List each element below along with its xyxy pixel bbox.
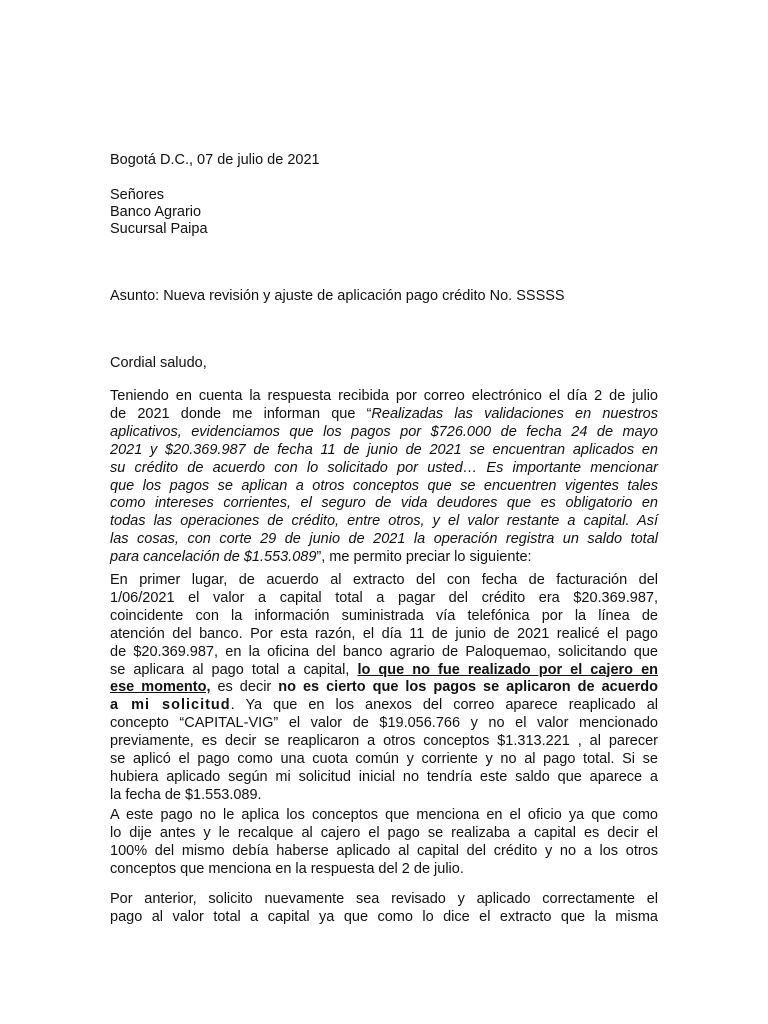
p4-line: Por anterior, solicito nuevamente sea revisado y aplicado correctamente el: [110, 891, 658, 907]
p1-line: las cosas, con corte 29 de junio de 2021 la operación registra un saldo total: [110, 531, 658, 548]
emphasis-text: a mi solicitud: [110, 697, 231, 714]
emphasis-text: ese momento,: [110, 679, 211, 696]
p2-line: coincidente con la información suministrada vía telefónica por la línea de: [110, 607, 658, 624]
p1-line: Teniendo en cuenta la respuesta recibida por correo electrónico el día 2 de julio: [110, 388, 658, 404]
p1-text: de 2021 donde me informan que “: [110, 405, 372, 422]
p2-line: hubiera aplicado según mi solicitud inicial no tendría este saldo que aparece a: [110, 768, 658, 785]
quote-text: Realizadas las validaciones en nuestros: [371, 405, 658, 422]
paragraph-4: [110, 891, 658, 927]
p1-line: aplicativos, evidenciamos que los pagos por $726.000 de fecha 24 de mayo: [110, 423, 658, 440]
greeting: Cordial saludo,: [110, 355, 207, 371]
recipient-line-2: Banco Agrario: [110, 204, 202, 220]
place-date: Bogotá D.C., 07 de julio de 2021: [110, 152, 320, 168]
paragraph-1: [110, 388, 658, 567]
p2-line: previamente, es decir se reaplicaron a otros conceptos $1.313.221 , al parecer: [110, 733, 658, 750]
p2-line: se aplicó el pago como una cuota común y corriente y no al pago total. Si se: [110, 751, 658, 768]
p2-text: se aplicara al pago total a capital,: [110, 661, 358, 678]
p1-line: su crédito de acuerdo con lo solicitado por usted… Es importante mencionar: [110, 459, 658, 476]
p1-line: [110, 549, 658, 567]
p3-line: A este pago no le aplica los conceptos que menciona en el oficio ya que como: [110, 807, 658, 823]
recipient-line-3: Sucursal Paipa: [110, 221, 208, 237]
p3-line: lo dije antes y le recalque al cajero el pago se realizaba a capital es decir el: [110, 824, 658, 841]
p2-line: atención del banco. Por esta razón, el día 11 de junio de 2021 realicé el pago: [110, 625, 658, 642]
p4-line: pago al valor total a capital ya que como lo dice el extracto que la misma: [110, 908, 658, 925]
p1-line: todas las operaciones de crédito, entre otros, y el valor restante a capital. Así: [110, 513, 658, 530]
p1-text: ”, me permito preciar lo siguiente:: [316, 549, 532, 566]
p1-line: [110, 406, 658, 424]
p2-line: la fecha de $1.553.089.: [110, 786, 262, 803]
paragraph-3: [110, 807, 658, 879]
subject-line: Asunto: Nueva revisión y ajuste de aplicación pago crédito No. SSSSS: [110, 288, 565, 304]
p1-line: 2021 y $20.369.987 de fecha 11 de junio de 2021 se encuentran aplicados en: [110, 441, 658, 458]
p2-line: 1/06/2021 el valor a capital total a pagar del crédito era $20.369.987,: [110, 589, 658, 606]
p3-line: 100% del mismo debía haberse aplicado al capital del crédito y no a los otros: [110, 842, 658, 859]
recipient-line-1: Señores: [110, 187, 165, 203]
p2-line: [110, 679, 658, 697]
p2-line: de $20.369.987, en la oficina del banco agrario de Paloquemao, solicitando que: [110, 643, 658, 660]
p2-line: [110, 662, 658, 680]
p2-text: . Ya que en los anexos del correo aparece reaplicado al: [230, 697, 658, 714]
p2-line: concepto “CAPITAL-VIG” el valor de $19.056.766 y no el valor mencionado: [110, 715, 658, 732]
p1-line: como intereses corrientes, el seguro de vida deudores que es obligatorio en: [110, 495, 658, 512]
p3-line: conceptos que menciona en la respuesta del 2 de julio.: [110, 860, 464, 877]
p2-line: En primer lugar, de acuerdo al extracto del con fecha de facturación del: [110, 572, 658, 588]
emphasis-text: no es cierto que los pagos se aplicaron de acuerdo: [278, 679, 658, 696]
paragraph-2: [110, 572, 658, 805]
p1-line: que los pagos se aplican a otros conceptos que se encuentren vigentes tales: [110, 477, 658, 494]
emphasis-text: lo que no fue realizado por el cajero en: [357, 661, 658, 678]
quote-text: para cancelación de $1.553.089: [110, 549, 317, 566]
p2-line: [110, 697, 658, 715]
p2-text: es decir: [210, 679, 279, 696]
